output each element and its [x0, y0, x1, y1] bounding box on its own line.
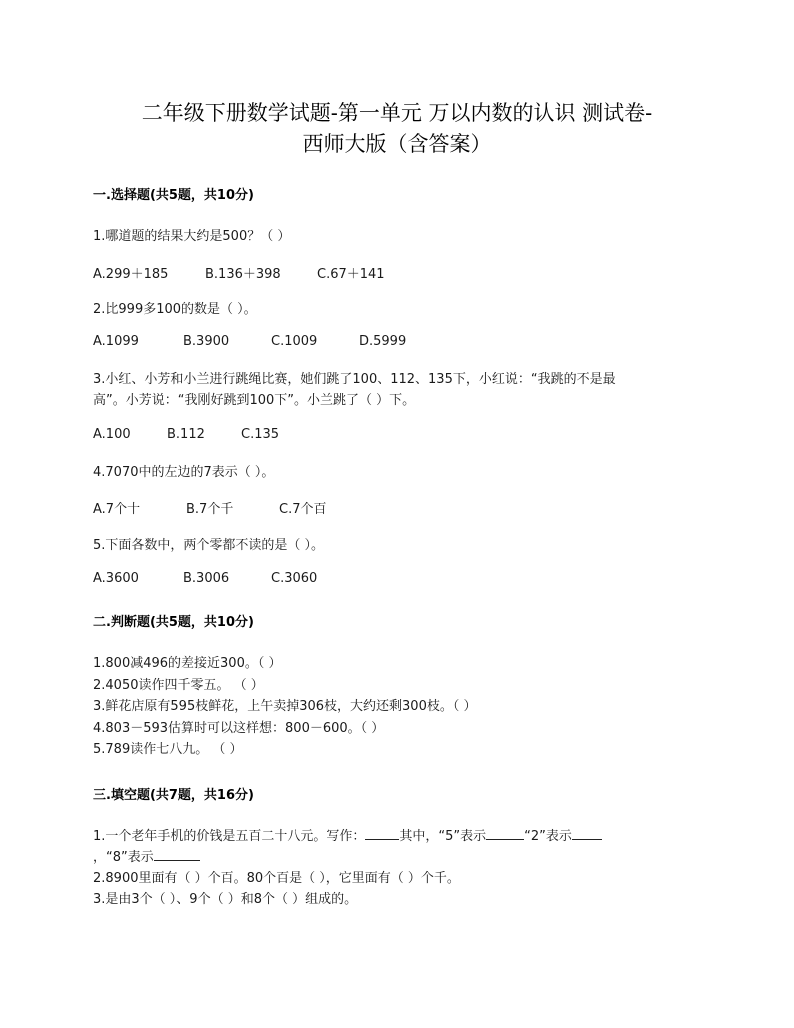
fill-text: 其中，“5”表示 [399, 829, 487, 844]
fill-text: “2”表示 [524, 829, 572, 844]
choice-options-4 [93, 498, 326, 517]
option: B.112 [167, 427, 205, 442]
answer-blank[interactable] [154, 848, 200, 861]
option: A.100 [93, 427, 131, 442]
choice-options-2 [93, 334, 406, 349]
choice-question-2: 2.比999多100的数是（ ）。 [93, 302, 257, 317]
judge-question-1: 1.800减496的差接近300。（ ） [93, 656, 282, 671]
judge-question-5: 5.789读作七八九。 （ ） [93, 742, 243, 757]
judge-question-2: 2.4050读作四千零五。 （ ） [93, 678, 264, 693]
section-heading-fill: 三.填空题(共7题，共16分) [93, 788, 254, 803]
option: D.5999 [359, 334, 407, 349]
page-title-line-2: 西师大版（含答案） [302, 132, 492, 156]
option: C.3060 [271, 571, 318, 586]
choice-question-5: 5.下面各数中，两个零都不读的是（ ）。 [93, 538, 325, 553]
answer-blank[interactable] [365, 827, 399, 840]
choice-question-3-line-2: 高”。小芳说：“我刚好跳到100下”。小兰跳了（ ）下。 [93, 393, 416, 408]
page-title-line-1: 二年级下册数学试题-第一单元 万以内数的认识 测试卷- [141, 101, 653, 125]
option: C.1009 [271, 334, 318, 349]
option: A.1099 [93, 334, 139, 349]
choice-options-1 [93, 263, 385, 282]
section-heading-judge: 二.判断题(共5题，共10分) [93, 615, 254, 630]
section-heading-choice: 一.选择题(共5题，共10分) [93, 188, 254, 203]
choice-question-4: 4.7070中的左边的7表示（ ）。 [93, 465, 275, 480]
choice-options-5 [93, 571, 317, 586]
fill-question-1-line-2 [93, 846, 200, 865]
option: A.3600 [93, 571, 139, 586]
option: B.7个千 [186, 502, 234, 517]
option: C.7个百 [279, 502, 327, 517]
option: B.136＋398 [205, 267, 281, 282]
fill-question-3: 3.是由3个（ ）、9个（ ）和8个（ ）组成的。 [93, 892, 358, 907]
option: B.3900 [183, 334, 230, 349]
answer-blank[interactable] [486, 827, 524, 840]
fill-question-2: 2.8900里面有（ ）个百。80个百是（ ），它里面有（ ）个千。 [93, 871, 460, 886]
option: B.3006 [183, 571, 230, 586]
choice-question-1: 1.哪道题的结果大约是500？（ ） [93, 229, 291, 244]
fill-text: ，“8”表示 [93, 850, 154, 865]
option: C.67＋141 [317, 267, 385, 282]
fill-question-1-line-1 [93, 825, 602, 844]
judge-question-3: 3.鲜花店原有595枝鲜花，上午卖掉306枝，大约还剩300枝。（ ） [93, 699, 477, 714]
choice-question-3-line-1: 3.小红、小芳和小兰进行跳绳比赛，她们跳了100、112、135下，小红说：“我跳的不是最 [93, 372, 616, 387]
fill-text: 1.一个老年手机的价钱是五百二十八元。写作： [93, 829, 366, 844]
judge-question-4: 4.803－593估算时可以这样想：800－600。（ ） [93, 721, 385, 736]
option: A.299＋185 [93, 267, 169, 282]
choice-options-3 [93, 427, 279, 442]
option: C.135 [241, 427, 280, 442]
answer-blank[interactable] [572, 827, 602, 840]
option: A.7个十 [93, 502, 141, 517]
